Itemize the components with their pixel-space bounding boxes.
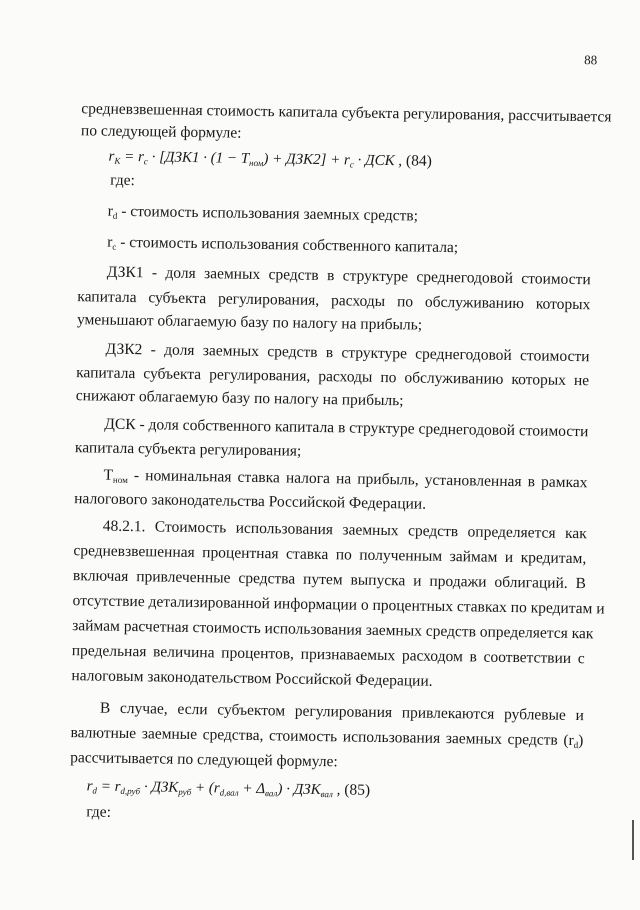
intro-line-2: по следующей формуле: [80, 122, 242, 142]
formula-84: $r_K = r_c \cdot [ДЗК1 \cdot (1 - T_{ном}) + ДЗК2] + r_c$ · ДСК , (84) [108, 148, 432, 170]
def-dzk2-line-2: капитала субъекта регулирования, расходы по обслуживанию которых не [76, 364, 590, 390]
where-label-1: где: [110, 171, 136, 190]
def-rc: $r_c$ - стоимость использования собственного капитала; [107, 233, 459, 257]
def-rd: $r_d$ - стоимость использования заемных средств; [107, 202, 419, 225]
formula-84-number: (84) [405, 152, 432, 170]
para-48-line-5: займам расчетная стоимость использования заемных средств определяется как [72, 617, 594, 643]
page-number: 88 [584, 52, 598, 68]
para-case-line-1: В случае, если субъектом регулирования привлекаются рублевые и [99, 699, 584, 725]
para-48-line-7: налоговым законодательством Российской Федерации. [71, 667, 433, 690]
def-tnom-line-1: $T_{ном}$ - номинальная ставка налога на прибыль, установленная в рамках [103, 466, 588, 492]
formula-85: $r_d = r_{d,руб} \cdot ДЗК_{руб} + (r_{d,вал} + \Delta_{вал}) \cdot ДЗК_{вал}$ , (85) [86, 778, 371, 800]
para-48-line-1: 48.2.1. Стоимость использования заемных средств определяется как [102, 517, 587, 543]
def-dzk1-line-2: капитала субъекта регулирования, расходы по обслуживанию которых [77, 288, 591, 314]
formula-85-number: (85) [344, 781, 371, 799]
scan-edge-mark [632, 820, 634, 860]
def-dzk1-line-1: ДЗК1 - доля заемных средств в структуре среднегодовой стоимости [106, 263, 591, 289]
def-dsk-line-2: капитала субъекта регулирования; [74, 439, 302, 460]
para-case-line-2: валютные заемные средства, стоимость использования заемных средств $(r_d)$ [70, 724, 584, 751]
def-dzk2-line-3: снижают облагаемую базу по налогу на прибыль; [75, 387, 404, 410]
where-label-2: где: [86, 803, 112, 821]
def-dzk2-line-1: ДЗК2 - доля заемных средств в структуре среднегодовой стоимости [105, 340, 590, 366]
para-48-line-3: включая привлеченные средства путем выпуска и продажи облигаций. В [72, 567, 587, 593]
para-48-line-2: средневзвешенная процентная ставка по полученным займам и кредитам, [73, 542, 587, 568]
def-dzk1-line-3: уменьшают облагаемую базу по налогу на прибыль; [76, 311, 423, 334]
para-48-line-6: предельная величина процентов, признаваемых расходом в соответствии с [71, 642, 585, 668]
intro-line-1: средневзвешенная стоимость капитала субъекта регулирования, рассчитывается [81, 100, 612, 126]
para-case-line-3: рассчитывается по следующей формуле: [70, 749, 338, 771]
def-dsk-line-1: ДСК - доля собственного капитала в структуре среднегодовой стоимости [104, 415, 589, 441]
para-48-line-4: отсутствие детализированной информации о процентных ставках по кредитам и [72, 592, 605, 618]
def-tnom-line-2: налогового законодательства Российской Федерации. [74, 490, 427, 513]
